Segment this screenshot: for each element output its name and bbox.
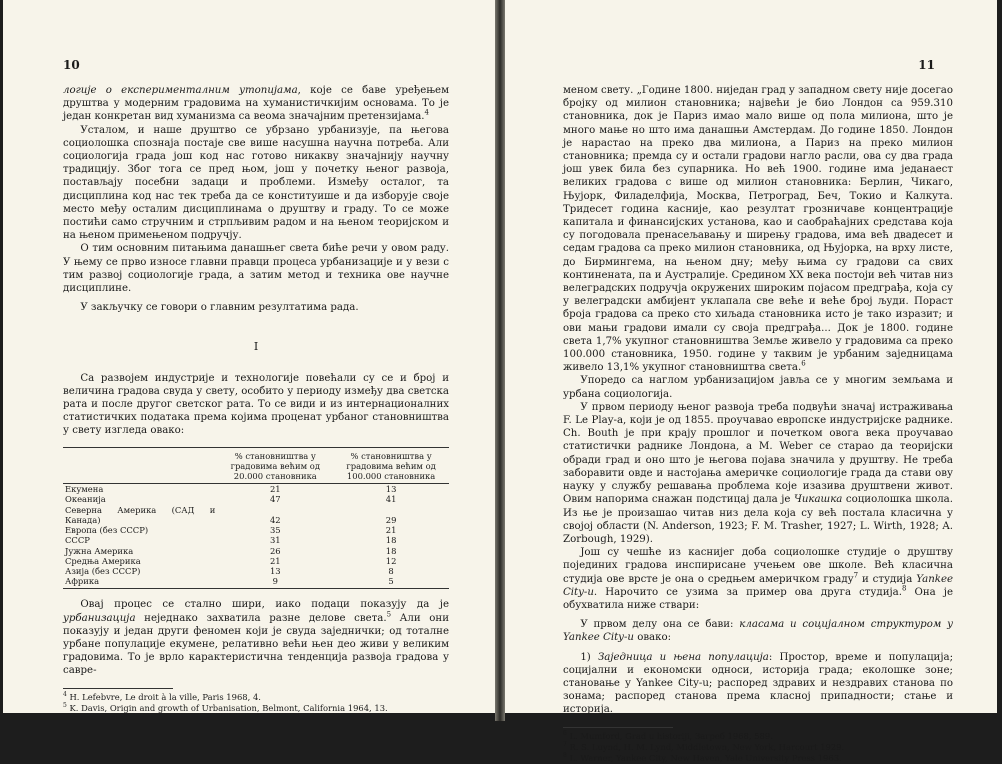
footnote-text: R. S. Luynd, H. M. Lynd, Middletown, New York, Harcourt 1929. <box>569 741 845 752</box>
paragraph: Упоредо са наглом урбанизацијом јавља се у многим земљама и урбана социологија. <box>563 375 953 400</box>
paragraph <box>63 84 449 124</box>
table-cell-value: 29 <box>385 514 397 525</box>
paragraph-text: . Нарочито се узима за пример ова друга студија. <box>593 586 902 598</box>
table-cell-value: 13 <box>385 484 397 495</box>
table-row <box>63 576 449 589</box>
table-row <box>63 525 449 535</box>
footnote-text: L. Mumford, Grad u historiji, Загреб 1968, 589. <box>569 730 773 741</box>
right-text-column <box>563 84 953 764</box>
table-cell-value: 41 <box>385 494 397 505</box>
paragraph-text: Али они показују и један други феномен који је свуда заједнички; од тоталне урбане популације екумене, релативно већи њен део живи у великим градовима. То је врло карактеристична тенденција развоја градова у савре- <box>63 612 449 677</box>
table-row <box>63 535 449 545</box>
paragraph-text: Она је обухватила ниже ствари: <box>563 586 953 611</box>
table-cell-value: 18 <box>385 535 397 546</box>
footnote <box>563 753 953 764</box>
paragraph <box>563 84 953 374</box>
table-cell-region: Океанија <box>65 494 106 505</box>
italic-text: класама и социјалном структуром у Yankee City-u <box>563 619 954 644</box>
paragraph: У закључку се говори о главним резултатима рада. <box>80 302 359 314</box>
paragraph: О тим основним питањима данашњег света биће речи у овом раду. У њему се прво износе главни правци процеса урбанизације и у вези с тим развој социологије града, а затим метод и техника ове научне дисциплине. <box>63 243 449 295</box>
italic-text: логије о експерименталним утопијама <box>63 85 298 96</box>
paragraph-text: социолошка школа. Из ње је произашао читав низ дела која су већ постала класична у својој области (N. Anderson, 1923; F. M. Trasher, 1927; L. Wirth, 1928; A. Zorbough, 1929). <box>563 494 953 545</box>
paragraph-text: Овај процес се стално шири, иако подаци показују да је <box>80 599 449 611</box>
paragraph-text: У првом периоду њеног развоја треба подвући значај истраживања F. Le Play-a, који је од 1855. проучавао европске индустријске раднике. Ch. Bouth је при крају прошлог и почетком овога века проучавао статистички раднике Лондона, а M. Weber се старао да теоријски обради град и оно што је његова појава значила у друштву. Не треба заборавити овде и настојања америчке социологије града да стави ову науку у службу решавања проблема које изазива друштвени живот. Овим напорима снажан подстицај дала је <box>563 401 953 506</box>
paragraph-text: меном свету. „Године 1800. ниједан град у западном свету није досегао бројку од милион становника; највећи је био Лондон са 959.310 становника, док је Париз имао мало више од пола милиона, што је много мање но што има данашњи Амстердам. До године 1850. Лондон је нарастао на преко два милиона, а Париз на преко милион становника; премда су и остали градови нагло расли, ова су два града још увек била без супарника. Но већ 1900. године има једанаест великих градова с више од милион становника: Берлин, Чикаго, Њујорк, Филаделфија, Москва, Петроград, Беч, Токио и Калкута. Тридесет година касније, као резултат грозничаве концентрације капитала и финансијских установа, као и саобраћајних средстава која су погодовала пренасељавању и ширењу градова, има већ двадесет и седам градова са преко милион становника, од Њујорка, на врху листе, до Бирмингема, на њеном дну; међу њима су градови са свих континената, па и Аустралије. Средином XX века постоји већ читав низ велеградских подручја окружених широким појасом предграђа, која су у велеградски амбијент уклапала све веће и веће број људи. Пораст броја градова са преко сто хиљада становника исто је тако изразит; и ови мањи градови имали су своја предграђа... Док је 1800. године света 1,7% укупног становништва Земље живело у градовима са преко 100.000 становника, 1950. године у таквим је урбаним заједницама живело 13,1% укупног становништва света. <box>563 85 953 374</box>
footnote-text: K. Davis, Origin and growth of Urbanisation, Belmont, California 1964, 13. <box>69 702 388 713</box>
footnote-ref: 5 <box>386 610 392 619</box>
footnote-text: H. Lefebvre, Le droit à la ville, Paris 1968, 4. <box>69 691 261 702</box>
left-page <box>3 0 495 713</box>
footnote-number: 6 <box>563 729 567 737</box>
book-spine <box>495 0 505 721</box>
table-cell-region: Екумена <box>65 484 104 495</box>
paragraph-text: Још су чешће из каснијег доба социолошке студије о друштву појединих градова инспирисане учењем ове школе. Већ класична студија ове врсте је она о средњем америчком граду <box>563 547 953 585</box>
footnote-number: 7 <box>563 740 567 748</box>
footnote-divider <box>563 727 673 728</box>
table-cell-value: 21 <box>385 525 397 536</box>
footnote-number: 5 <box>63 701 67 709</box>
footnote <box>563 742 953 753</box>
paragraph <box>563 618 953 644</box>
paragraph: Са развојем индустрије и технологије повећали су се и број и величина градова свуда у свету, особито у периоду између два светска рата и после другог светског рата. То се види и из интернационалних статистичких података према којима проценат урбаног становништва у свету изгледа овако: <box>63 372 449 437</box>
page-number: 10 <box>63 58 80 72</box>
table-row <box>63 505 449 525</box>
table-cell-region: Јужна Америка <box>65 545 134 556</box>
table-cell-value: 18 <box>385 545 397 556</box>
table-row <box>63 546 449 556</box>
paragraph <box>563 546 953 612</box>
table-cell-region: Средња Америка <box>65 555 141 566</box>
table-header: % становништва у градовима већим од 20.000 становника <box>217 447 333 484</box>
footnote-ref: 7 <box>853 571 859 580</box>
footnote <box>63 692 449 703</box>
table-cell-value: 26 <box>269 545 281 556</box>
table-cell-region: СССР <box>65 535 90 546</box>
left-text-column <box>63 84 449 714</box>
table-cell-value: 35 <box>269 525 281 536</box>
table-cell-value: 21 <box>269 484 281 495</box>
footnote-text: L. Warner, Yankee City, New Haven, Yale University Press 1963. <box>569 752 842 763</box>
table-cell-value: 9 <box>217 576 333 589</box>
table-row <box>63 494 449 504</box>
table-cell-value: 13 <box>269 565 281 576</box>
paragraph-text: овако: <box>633 632 672 644</box>
footnotes <box>563 731 953 764</box>
table-cell-region: Северна Америка (САД и Канада) <box>65 504 216 525</box>
table-cell-value: 8 <box>388 565 394 576</box>
right-page <box>505 0 997 763</box>
footnote <box>563 731 953 742</box>
paragraph-text: , које се баве уређењем друштва у модерним градовима на хуманистичкијим основама. То је један конкретан вид хуманизма са веома значајним претензијама. <box>63 85 450 123</box>
table-cell-value: 47 <box>269 494 281 505</box>
table-header: % становништва у градовима већим од 100.000 становника <box>333 447 449 484</box>
paragraph-text: 1) <box>580 651 598 663</box>
table-cell-region: Европа (без СССР) <box>65 525 149 536</box>
table-cell-value: 5 <box>333 576 449 589</box>
table-cell-value: 21 <box>269 555 281 566</box>
table-cell-region: Азија (без СССР) <box>65 565 141 576</box>
footnote-divider <box>63 688 173 689</box>
table-cell-value: 42 <box>269 514 281 525</box>
footnote-number: 4 <box>63 690 67 698</box>
table-row <box>63 484 449 495</box>
table-cell-value: 31 <box>269 535 281 546</box>
table-row <box>63 556 449 566</box>
table-row <box>63 566 449 576</box>
paragraph-text: и студија <box>858 573 917 585</box>
footnote-ref: 6 <box>801 359 806 368</box>
table-cell-value: 12 <box>385 555 397 566</box>
page-number: 11 <box>918 58 935 72</box>
table-corner <box>63 447 217 484</box>
paragraph-text: У првом делу она се бави: <box>580 619 740 631</box>
paragraph <box>63 598 449 677</box>
section-heading: I <box>253 340 259 354</box>
italic-text: Yankee City-u <box>563 573 954 598</box>
italic-text: урбанизација <box>63 612 136 624</box>
footnote-number: 8 <box>563 751 567 759</box>
paragraph-text: неједнако захватила разне делове света. <box>135 612 387 624</box>
italic-text: Заједница и њена популација <box>597 651 769 663</box>
paragraph-text: : Простор, време и популација; социјални и економски односи, историја града; еколошке зоне; становање у Yankee City-u; распоред здравих и нездравих станова по зонама; распоред станова према класној припадности; стање и историја. <box>563 651 954 716</box>
paragraph <box>563 651 953 717</box>
footnote-ref: 8 <box>901 584 907 593</box>
footnote <box>63 703 449 714</box>
urban-population-table <box>63 447 449 590</box>
paragraph: Усталом, и наше друштво се убрзано урбанизује, па његова социолошка спознаја постаје све више насушна научна потреба. Али социологија града још код нас готово никакву значајнију научну традицију. Због тога се пред њом, још у почетку њеног развоја, постављају посебни задаци и проблеми. Између осталог, та дисциплина код нас тек треба да се конституише и да изборује своје место међу осталим дисциплинама о друштву и граду. То се може постићи само стручним и стрпљивим радом и на њеном теоријском и на њеном примењеном подручју. <box>63 124 449 242</box>
table-body <box>63 484 449 589</box>
paragraph <box>563 401 953 546</box>
italic-text: Чикашка <box>793 494 843 506</box>
footnotes <box>63 692 449 714</box>
footnote-ref: 4 <box>424 109 430 118</box>
table-cell-region: Африка <box>63 576 217 589</box>
